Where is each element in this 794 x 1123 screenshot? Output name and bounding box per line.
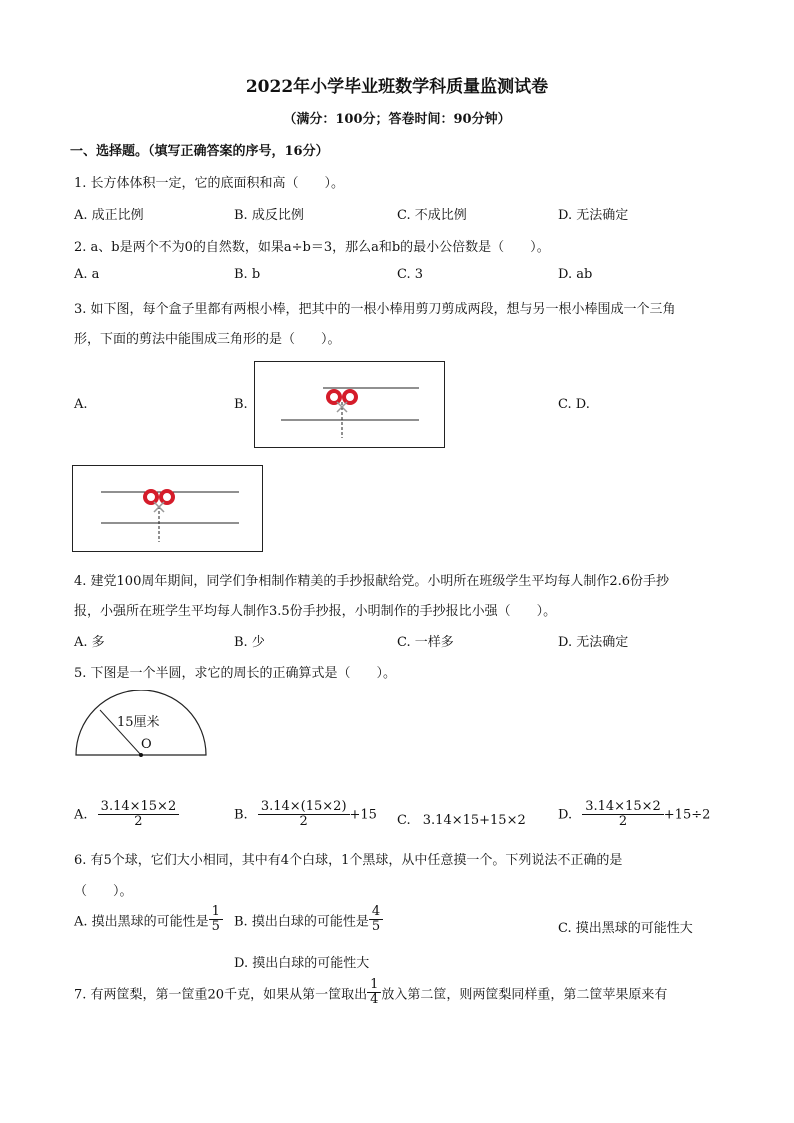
- question-3-line2: 形，下面的剪法中能围成三角形的是（ ）。: [74, 332, 341, 347]
- q2-option-c[interactable]: C. 3: [397, 267, 424, 282]
- q1-option-b[interactable]: B. 成反比例: [234, 208, 304, 223]
- q5-b-tail: +15: [349, 807, 377, 823]
- q5-option-c-label: C.: [397, 813, 411, 828]
- q2-option-a[interactable]: A. a: [74, 267, 100, 282]
- q6-option-a-label: A. 摸出黑球的可能性是: [74, 914, 209, 930]
- q6-option-a[interactable]: [74, 905, 223, 935]
- section-heading: 一、选择题。（填写正确答案的序号，16分）: [70, 144, 329, 159]
- stick-box-b: [254, 361, 445, 448]
- q7-text-part1: 7. 有两筐梨，第一筐重20千克，如果从第一筐取出: [74, 987, 368, 1003]
- q3-option-cd[interactable]: C. D.: [558, 397, 590, 412]
- q5-option-a[interactable]: [74, 800, 179, 830]
- q5-c-expression: 3.14×15+15×2: [422, 813, 526, 828]
- q5-a-denominator: 2: [134, 814, 143, 830]
- q2-option-b[interactable]: B. b: [234, 267, 261, 282]
- q5-d-numerator: 3.14×15×2: [582, 800, 664, 815]
- page-subtitle: （满分：100分；答卷时间：90分钟）: [283, 112, 511, 127]
- q5-b-numerator: 3.14×(15×2): [258, 800, 350, 815]
- question-6-line2: （ ）。: [74, 884, 133, 899]
- q5-option-b[interactable]: [234, 800, 377, 830]
- q7-numerator: 1: [367, 978, 381, 993]
- q5-option-d-label: D.: [558, 807, 573, 823]
- q7-denominator: 4: [370, 992, 379, 1008]
- q5-option-b-label: B.: [234, 807, 248, 823]
- q6-a-denominator: 5: [211, 919, 220, 935]
- q5-b-denominator: 2: [299, 814, 308, 830]
- q6-option-b[interactable]: [234, 905, 383, 935]
- q6-b-numerator: 4: [369, 905, 383, 920]
- question-4-line2: 报，小强所在班学生平均每人制作3.5份手抄报，小明制作的手抄报比小强（ ）。: [74, 604, 557, 619]
- question-4-line1: 4. 建党100周年期间，同学们争相制作精美的手抄报献给党。小明所在班级学生平均每人制作2.6份手抄: [74, 574, 670, 589]
- question-5: 5. 下图是一个半圆，求它的周长的正确算式是（ ）。: [74, 666, 397, 681]
- q6-option-b-label: B. 摸出白球的可能性是: [234, 914, 369, 930]
- scissors-diagram-b: [255, 362, 444, 447]
- q4-option-c[interactable]: C. 一样多: [397, 635, 454, 650]
- q4-option-d[interactable]: D. 无法确定: [558, 635, 629, 650]
- q1-option-c[interactable]: C. 不成比例: [397, 208, 467, 223]
- q1-option-d[interactable]: D. 无法确定: [558, 208, 629, 223]
- question-7: [74, 978, 667, 1008]
- q1-option-a[interactable]: A. 成正比例: [74, 208, 144, 223]
- q5-d-tail: +15÷2: [663, 807, 711, 823]
- stick-box-d: [72, 465, 263, 552]
- q3-option-a[interactable]: A.: [74, 397, 88, 412]
- q4-option-a[interactable]: A. 多: [74, 635, 105, 650]
- q7-text-part2: 放入第二筐，则两筐梨同样重，第二筐苹果原来有: [381, 987, 668, 1003]
- q5-a-numerator: 3.14×15×2: [98, 800, 180, 815]
- q2-option-d[interactable]: D. ab: [558, 267, 593, 282]
- question-1: 1. 长方体体积一定，它的底面积和高（ ）。: [74, 176, 345, 191]
- q6-option-c[interactable]: C. 摸出黑球的可能性大: [558, 921, 693, 936]
- q5-d-denominator: 2: [618, 814, 628, 830]
- question-6-line1: 6. 有5个球，它们大小相同，其中有4个白球，1个黑球，从中任意摸一个。下列说法不正确的是: [74, 853, 623, 868]
- q5-option-c[interactable]: [397, 813, 526, 828]
- q3-option-b[interactable]: B.: [234, 397, 248, 412]
- scissors-diagram-d: [73, 466, 262, 551]
- q4-option-b[interactable]: B. 少: [234, 635, 265, 650]
- q6-option-d[interactable]: D. 摸出白球的可能性大: [234, 956, 370, 971]
- q6-a-numerator: 1: [209, 905, 223, 920]
- radius-label: 15厘米: [117, 715, 160, 730]
- q5-option-a-label: A.: [74, 807, 88, 823]
- q6-b-denominator: 5: [371, 919, 381, 935]
- question-2: 2. a、b是两个不为0的自然数，如果a÷b＝3，那么a和b的最小公倍数是（ ）。: [74, 240, 550, 255]
- page-title: 2022年小学毕业班数学科质量监测试卷: [245, 77, 549, 97]
- q5-option-d[interactable]: [558, 800, 710, 830]
- center-label: O: [141, 737, 152, 752]
- question-3-line1: 3. 如下图，每个盒子里都有两根小棒，把其中的一根小棒用剪刀剪成两段，想与另一根小棒围成一个三角: [74, 302, 676, 317]
